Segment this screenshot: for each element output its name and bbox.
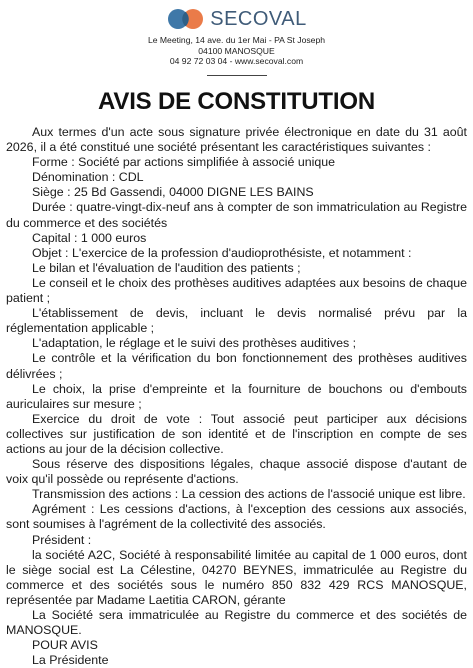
divider-rule bbox=[207, 75, 267, 76]
voting-rights-paragraph: Exercice du droit de vote : Tout associé peut participer aux décisions collectives sur justification de son identité et de l'inscription en compte de ses actions au jour de la décision collective. bbox=[6, 411, 467, 456]
two-tone-circles-logo-icon bbox=[166, 8, 206, 30]
notice-title: AVIS DE CONSTITUTION bbox=[98, 88, 375, 115]
company-name: SECOVAL bbox=[210, 7, 307, 30]
signature-line: La Présidente bbox=[32, 653, 109, 668]
registration-paragraph: La Société sera immatriculée au Registre du commerce et des sociétés de MANOSQUE. bbox=[6, 608, 467, 638]
address-line-2: 04100 MANOSQUE bbox=[198, 45, 275, 56]
notice-body bbox=[6, 125, 467, 668]
letterhead bbox=[0, 6, 473, 76]
registered-office-line: Siège : 25 Bd Gassendi, 04000 DIGNE LES BAINS bbox=[32, 185, 314, 200]
share-transfer-line: Transmission des actions : La cession des actions de l'associé unique est libre. bbox=[32, 487, 466, 502]
president-heading: Président : bbox=[32, 532, 92, 547]
purpose-line: Objet : L'exercice de la profession d'audioprothésiste, et notamment : bbox=[32, 245, 412, 260]
purpose-item: Le choix, la prise d'empreinte et la fourniture de bouchons ou d'embouts auriculaires sur mesure ; bbox=[6, 381, 467, 411]
company-logo bbox=[0, 6, 473, 32]
legal-reserve-paragraph: Sous réserve des dispositions légales, chaque associé dispose d'autant de voix qu'il possède ou représente d'actions. bbox=[6, 457, 467, 487]
purpose-item: L'établissement de devis, incluant le devis normalisé prévu par la réglementation applicable ; bbox=[6, 306, 467, 336]
pour-avis-line: POUR AVIS bbox=[32, 638, 98, 653]
approval-paragraph: Agrément : Les cessions d'actions, à l'exception des cessions aux associés, sont soumises à l'agrément de la collectivité des associés. bbox=[6, 502, 467, 532]
president-paragraph: la société A2C, Société à responsabilité limitée au capital de 1 000 euros, dont le siège social est La Célestine, 04270 BEYNES, immatriculée au Registre du commerce et des sociétés sous le numéro 850 832 429 RCS MANOSQUE, représentée par Madame Laetitia CARON, gérante bbox=[6, 547, 467, 607]
denomination-line: Dénomination : CDL bbox=[32, 170, 144, 185]
contact-line: 04 92 72 03 04 - www.secoval.com bbox=[169, 56, 304, 67]
intro-paragraph: Aux termes d'un acte sous signature privée électronique en date du 31 août 2026, il a été constitué une société présentant les caractéristiques suivantes : bbox=[6, 125, 467, 155]
purpose-item: Le conseil et le choix des prothèses auditives adaptées aux besoins de chaque patient ; bbox=[6, 275, 467, 306]
purpose-item: L'adaptation, le réglage et le suivi des prothèses auditives ; bbox=[32, 336, 357, 351]
purpose-item: Le contrôle et la vérification du bon fonctionnement des prothèses auditives délivrées ; bbox=[6, 351, 467, 381]
form-line: Forme : Société par actions simplifiée à associé unique bbox=[32, 155, 336, 170]
capital-line: Capital : 1 000 euros bbox=[32, 230, 147, 245]
duration-line: Durée : quatre-vingt-dix-neuf ans à compter de son immatriculation au Registre du commerce et des sociétés bbox=[6, 200, 467, 230]
address-line-1: Le Meeting, 14 ave. du 1er Mai - PA St Joseph bbox=[147, 35, 326, 45]
purpose-item: Le bilan et l'évaluation de l'audition des patients ; bbox=[32, 260, 301, 275]
